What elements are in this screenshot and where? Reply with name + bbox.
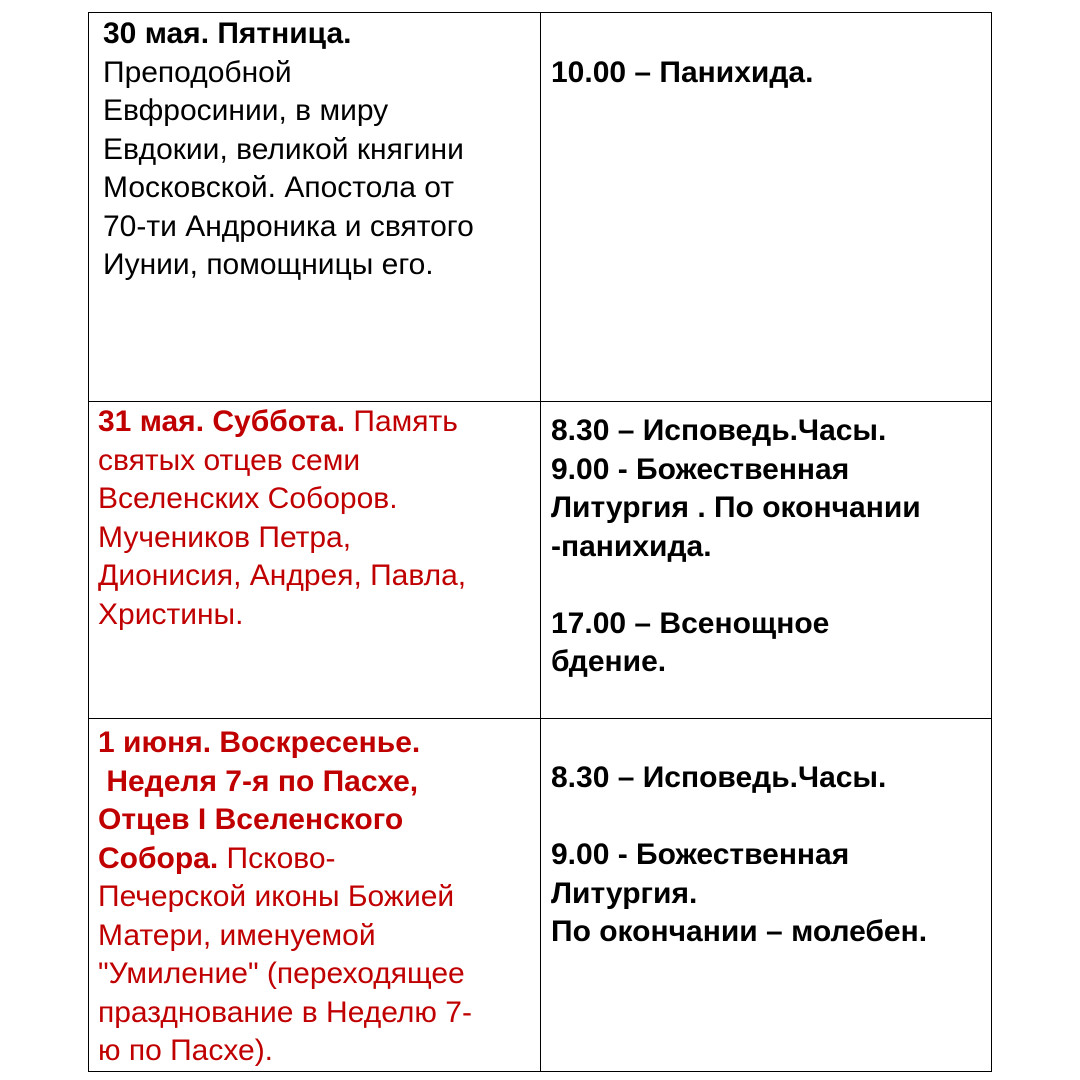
commemoration-line: Преподобной: [103, 55, 292, 89]
commemoration-line: Иунии, помощницы его.: [103, 248, 434, 281]
service-line: По окончании – молебен.: [551, 915, 928, 948]
feast-heading-end: Собора.: [98, 841, 219, 875]
services-cell: [541, 402, 992, 719]
schedule-row-may-30: [89, 13, 992, 402]
service-line: бдение.: [551, 645, 667, 678]
commemoration-line: ю по Пасхе).: [98, 1034, 274, 1067]
commemoration-line: Московской. Апостола от: [103, 171, 454, 204]
service-line: Литургия.: [551, 876, 698, 910]
commemoration-line: Дионисия, Андрея, Павла,: [98, 559, 467, 592]
schedule-row-june-1: [89, 719, 992, 1072]
day-description-cell: [89, 13, 541, 402]
date-heading: 31 мая. Суббота.: [98, 405, 346, 438]
service-line: Литургия . По окончании: [551, 491, 921, 524]
feast-heading-line: Отцев I Вселенского: [98, 803, 404, 836]
commemoration-start: Память: [345, 405, 458, 438]
commemoration-line: празднование в Неделю 7-: [98, 995, 472, 1029]
date-heading: 30 мая. Пятница.: [103, 17, 352, 50]
commemoration-line: Евфросинии, в миру: [103, 94, 389, 127]
feast-heading-line-mixed: [98, 840, 536, 879]
commemoration-line: Печерской иконы Божией: [98, 880, 455, 913]
service-line: 9.00 - Божественная: [551, 838, 850, 871]
service-spacer: [551, 566, 987, 605]
commemoration-line: Матери, именуемой: [98, 918, 376, 952]
day-description-cell: [89, 402, 541, 719]
commemoration-start: Псково-: [218, 841, 336, 875]
services-cell: [541, 13, 992, 402]
commemoration-line: Вселенских Соборов.: [98, 482, 398, 515]
service-line: 8.30 – Исповедь.Часы.: [551, 761, 887, 794]
service-line: 8.30 – Исповедь.Часы.: [551, 414, 887, 447]
service-line: -панихида.: [551, 529, 712, 563]
service-line: 10.00 – Панихида.: [551, 56, 814, 89]
feast-heading-line: Неделя 7-я по Пасхе,: [98, 764, 419, 798]
commemoration-line: "Умиление" (переходящее: [98, 957, 465, 990]
date-heading: 1 июня. Воскресенье.: [98, 726, 421, 759]
day-description-cell: [89, 719, 541, 1072]
schedule-table: [88, 12, 992, 1072]
commemoration-line: 70-ти Андроника и святого: [103, 209, 474, 243]
commemoration-line: святых отцев семи: [98, 443, 361, 477]
commemoration-line: Евдокии, великой княгини: [103, 132, 464, 166]
service-line: 9.00 - Божественная: [551, 452, 850, 486]
services-cell: [541, 719, 992, 1072]
service-line: 17.00 – Всенощное: [551, 606, 830, 640]
schedule-row-may-31: [89, 402, 992, 719]
service-spacer: [551, 798, 987, 837]
date-heading-line: [98, 403, 536, 442]
commemoration-line: Мучеников Петра,: [98, 520, 352, 554]
commemoration-line: Христины.: [98, 597, 244, 631]
